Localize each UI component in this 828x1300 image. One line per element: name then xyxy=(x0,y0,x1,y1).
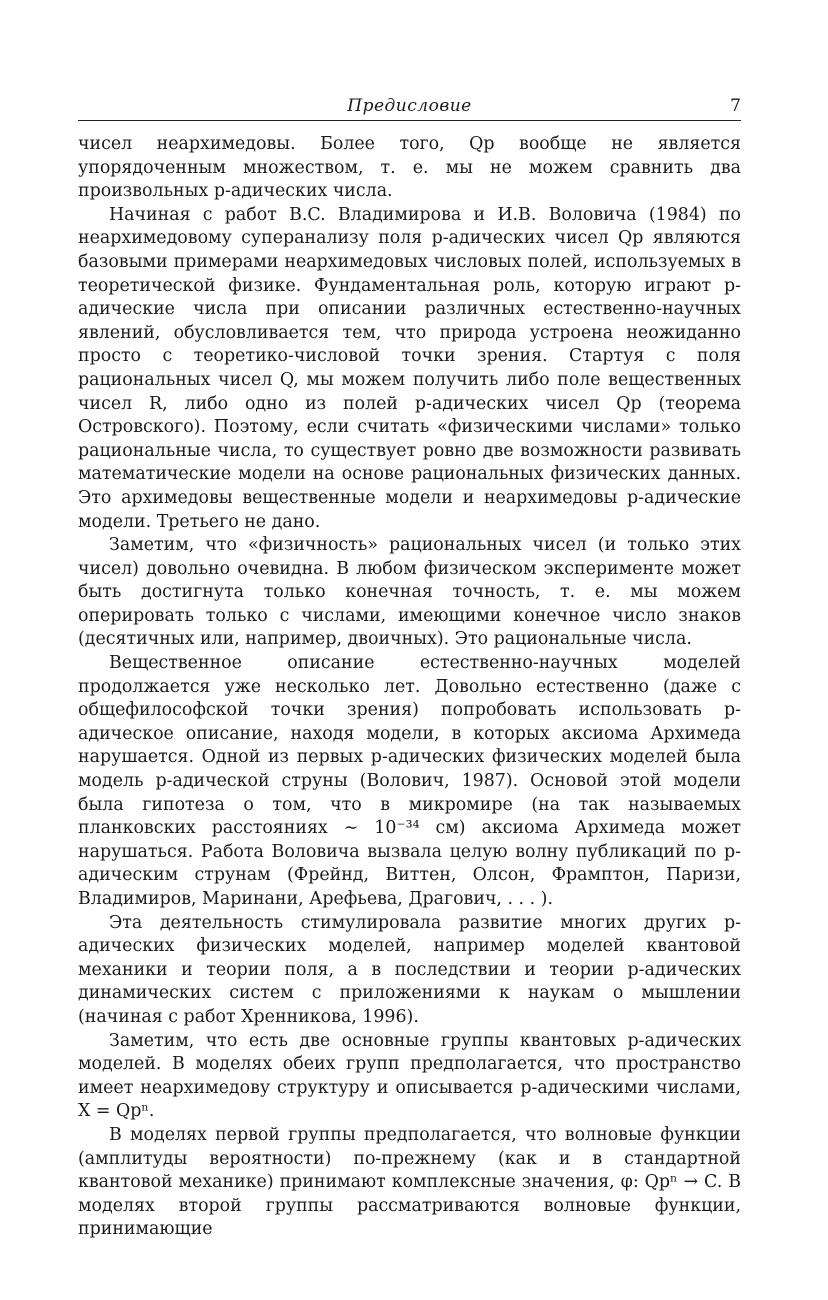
book-page xyxy=(78,92,741,1242)
paragraph-continuation: чисел неархимедовы. Более того, Qp вообще не является упорядоченным множеством, т. е. мы не можем сравнить два произвольных p-адических числа. xyxy=(78,134,741,202)
paragraph: Вещественное описание естественно-научных моделей продолжается уже несколько лет. Довольно естественно (даже с общефилософской точки зрения) попробовать использовать p-адическое описание, находя модели, в которых аксиома Архимеда нарушается. Одной из первых p-адических физических моделей была модель p-адической струны (Волович, 1987). Основой этой модели была гипотеза о том, что в микромире (на так называемых планковских расстояниях ∼ 10⁻³⁴ см) аксиома Архимеда может нарушаться. Работа Воловича вызвала целую волну публикаций по p-адическим струнам (Фрейнд, Виттен, Олсон, Фрамптон, Паризи, Владимиров, Маринани, Арефьева, Драгович, . . . ). xyxy=(78,653,741,909)
paragraph: Эта деятельность стимулировала развитие многих других p-адических физических моделей, например моделей квантовой механики и теории поля, а в последствии и теории p-адических динамических систем с приложениями к наукам о мышлении (начиная с работ Хренникова, 1996). xyxy=(78,912,741,1027)
paragraph: Заметим, что «физичность» рациональных чисел (и только этих чисел) довольно очевидна. В любом физическом эксперименте может быть достигнута только конечная точность, т. е. мы можем оперировать только с числами, имеющими конечное число знаков (десятичных или, например, двоичных). Это рациональные числа. xyxy=(78,535,741,650)
page-number: 7 xyxy=(730,96,741,116)
paragraph: Начиная с работ B.C. Владимирова и И.В. Воловича (1984) по неархимедовому суперанализу поля p-адических чисел Qp являются базовыми примерами неархимедовых числовых полей, используемых в теоретической физике. Фундаментальная роль, которую играют p-адические числа при описании различных естественно-научных явлений, обусловливается тем, что природа устроена неожиданно просто с теоретико-числовой точки зрения. Стартуя с поля рациональных чисел Q, мы можем получить либо поле вещественных чисел R, либо одно из полей p-адических чисел Qp (теорема Островского). Поэтому, если считать «физическими числами» только рациональные числа, то существует ровно две возможности развивать математические модели на основе рациональных физических данных. Это архимедовы вещественные модели и неархимедовы p-адические модели. Третьего не дано. xyxy=(78,204,741,532)
paragraph: Заметим, что есть две основные группы квантовых p-адических моделей. В моделях обеих групп предполагается, что пространство имеет неархимедову структуру и описывается p-адическими числами, X = Qpⁿ. xyxy=(78,1030,741,1122)
body-text xyxy=(78,133,741,1242)
running-title: Предисловие xyxy=(347,96,472,116)
running-header xyxy=(78,92,741,121)
paragraph: В моделях первой группы предполагается, что волновые функции (амплитуды вероятности) по-прежнему (как и в стандартной квантовой механике) принимают комплексные значения, φ: Qpⁿ → C. В моделях второй группы рассматриваются волновые функции, принимающие xyxy=(78,1124,741,1240)
